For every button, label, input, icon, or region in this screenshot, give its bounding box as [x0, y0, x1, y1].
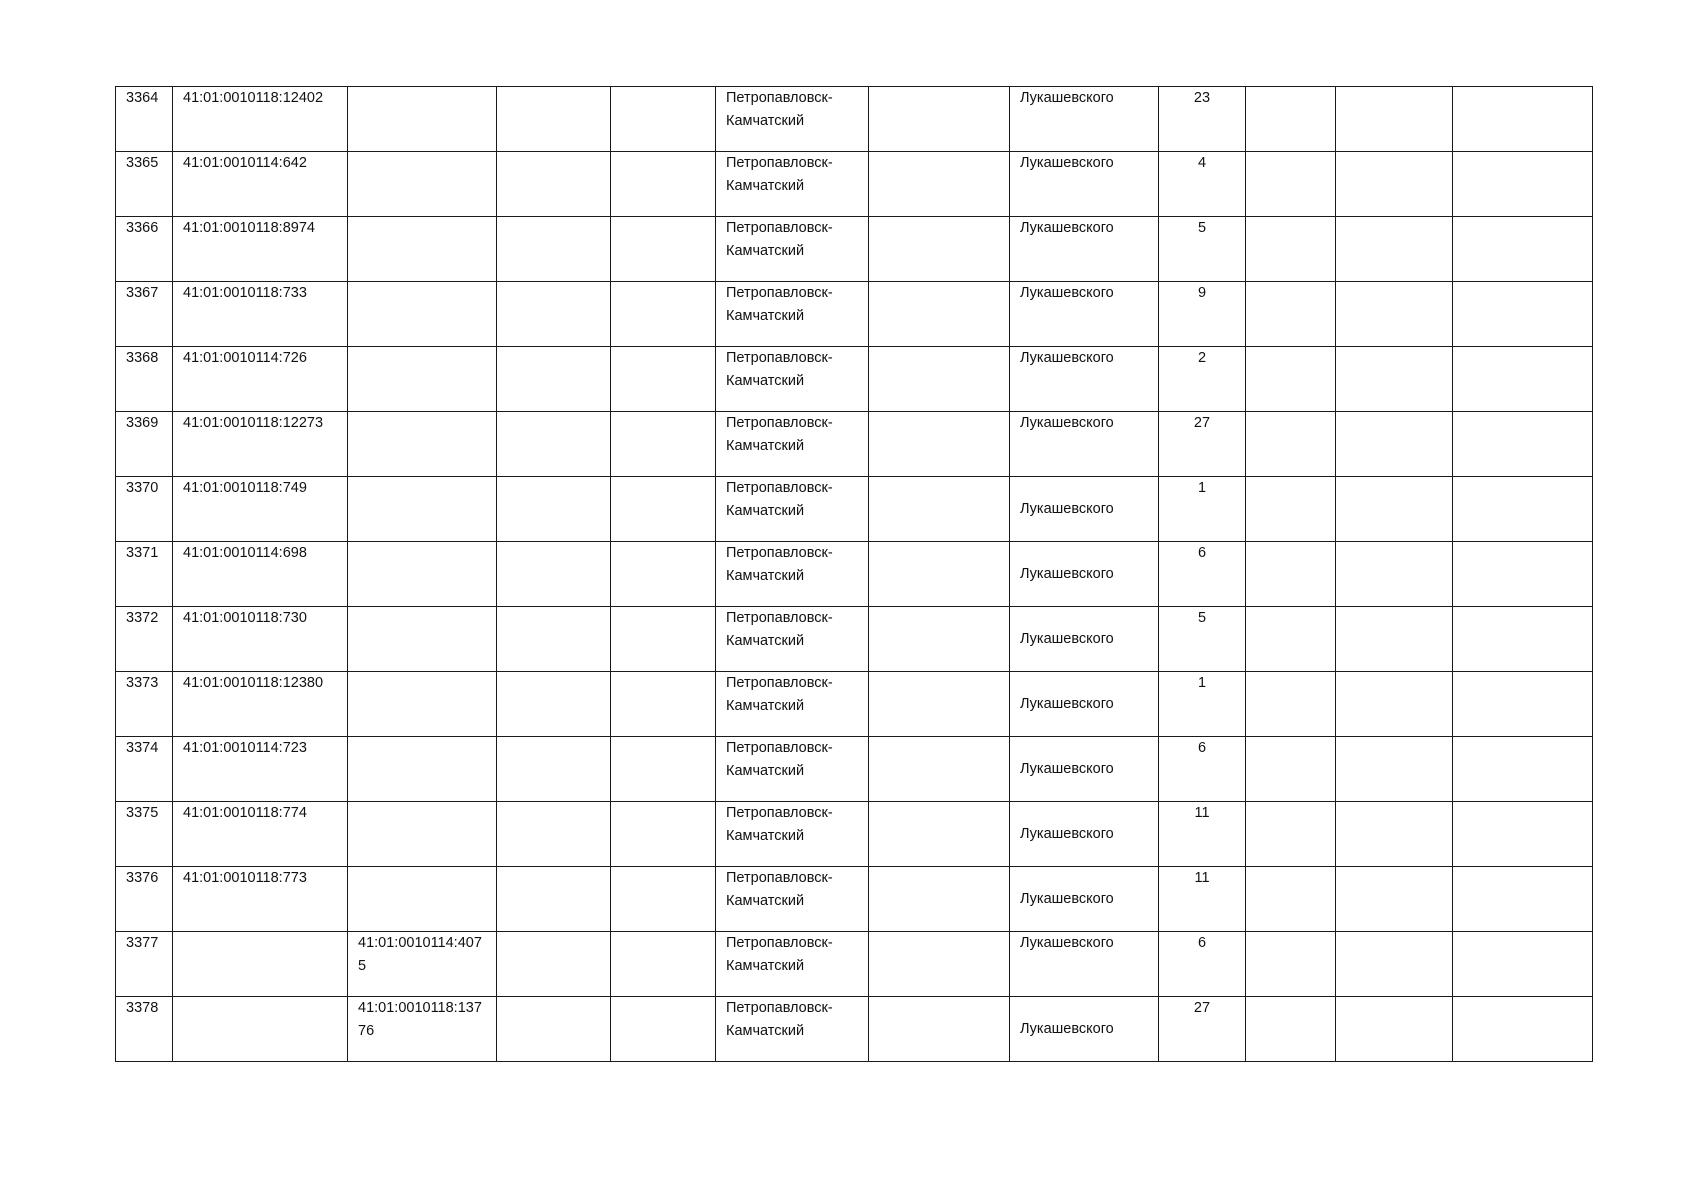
table-row [116, 607, 1593, 672]
empty-cell [497, 477, 611, 542]
empty-cell [1246, 542, 1336, 607]
empty-cell [1336, 867, 1453, 932]
house-number-cell [1159, 932, 1246, 997]
empty-cell [869, 737, 1010, 802]
cadastral-number-alt-cell [348, 867, 497, 932]
cadastral-number-cell-text: 41:01:0010114:726 [183, 350, 307, 366]
table-row [116, 997, 1593, 1062]
empty-cell [1336, 737, 1453, 802]
empty-cell [1246, 217, 1336, 282]
empty-cell [611, 867, 716, 932]
empty-cell [611, 412, 716, 477]
cadastral-number-alt-cell-text: 41:01:0010114:4075 [358, 935, 482, 974]
empty-cell [1453, 737, 1593, 802]
empty-cell [1453, 932, 1593, 997]
empty-cell [869, 282, 1010, 347]
street-cell [1010, 347, 1159, 412]
street-cell-text: Лукашевского [1020, 825, 1114, 842]
row-number-cell-text: 3370 [126, 480, 159, 496]
cadastral-number-cell-text: 41:01:0010118:12273 [183, 415, 324, 431]
cadastral-number-alt-cell [348, 87, 497, 152]
city-cell [716, 672, 869, 737]
city-cell [716, 932, 869, 997]
house-number-cell [1159, 87, 1246, 152]
row-number-cell-text: 3374 [126, 740, 159, 756]
row-number-cell-text: 3371 [126, 545, 159, 561]
city-cell-text: Петропавловск-Камчатский [726, 1000, 833, 1039]
house-number-cell [1159, 412, 1246, 477]
street-cell-text: Лукашевского [1020, 500, 1114, 517]
street-cell [1010, 217, 1159, 282]
city-cell-text: Петропавловск-Камчатский [726, 415, 833, 454]
city-cell-text: Петропавловск-Камчатский [726, 350, 833, 389]
city-cell [716, 152, 869, 217]
city-cell-text: Петропавловск-Камчатский [726, 675, 833, 714]
row-number-cell [116, 412, 173, 477]
empty-cell [869, 412, 1010, 477]
house-number-cell-text: 2 [1197, 350, 1207, 366]
empty-cell [497, 737, 611, 802]
empty-cell [1246, 737, 1336, 802]
street-cell-text: Лукашевского [1020, 220, 1114, 236]
table-row [116, 217, 1593, 282]
street-cell [1010, 607, 1159, 672]
cadastral-number-cell [173, 672, 348, 737]
city-cell [716, 412, 869, 477]
empty-cell [1336, 932, 1453, 997]
house-number-cell-text: 11 [1194, 805, 1210, 821]
empty-cell [1453, 152, 1593, 217]
empty-cell [497, 87, 611, 152]
empty-cell [869, 607, 1010, 672]
city-cell [716, 542, 869, 607]
empty-cell [497, 542, 611, 607]
cadastral-number-cell-text: 41:01:0010118:773 [183, 870, 307, 886]
empty-cell [1336, 607, 1453, 672]
empty-cell [1453, 997, 1593, 1062]
empty-cell [497, 347, 611, 412]
empty-cell [497, 802, 611, 867]
house-number-cell [1159, 607, 1246, 672]
city-cell [716, 87, 869, 152]
house-number-cell [1159, 282, 1246, 347]
empty-cell [1453, 217, 1593, 282]
cadastral-number-cell-text: 41:01:0010118:12380 [183, 675, 324, 691]
house-number-cell-text: 27 [1193, 415, 1211, 431]
empty-cell [1453, 867, 1593, 932]
cadastral-number-cell-text: 41:01:0010114:698 [183, 545, 307, 561]
empty-cell [611, 217, 716, 282]
street-cell [1010, 672, 1159, 737]
row-number-cell-text: 3366 [126, 220, 159, 236]
house-number-cell [1159, 802, 1246, 867]
empty-cell [1453, 477, 1593, 542]
street-cell-text: Лукашевского [1020, 695, 1114, 712]
empty-cell [1246, 412, 1336, 477]
city-cell [716, 802, 869, 867]
house-number-cell-text: 27 [1193, 1000, 1211, 1016]
street-cell-text: Лукашевского [1020, 630, 1114, 647]
cadastral-number-alt-cell [348, 477, 497, 542]
house-number-cell-text: 1 [1197, 675, 1207, 691]
street-cell [1010, 477, 1159, 542]
empty-cell [497, 997, 611, 1062]
row-number-cell [116, 932, 173, 997]
empty-cell [497, 932, 611, 997]
row-number-cell [116, 607, 173, 672]
table-row [116, 412, 1593, 477]
house-number-cell-text: 4 [1197, 155, 1207, 171]
cadastral-number-alt-cell [348, 997, 497, 1062]
table-row [116, 542, 1593, 607]
house-number-cell [1159, 737, 1246, 802]
cadastral-number-alt-cell [348, 347, 497, 412]
empty-cell [1336, 217, 1453, 282]
empty-cell [869, 802, 1010, 867]
cadastral-number-alt-cell [348, 802, 497, 867]
table-row [116, 347, 1593, 412]
empty-cell [611, 672, 716, 737]
row-number-cell-text: 3365 [126, 155, 159, 171]
cadastral-number-cell-text: 41:01:0010118:774 [183, 805, 307, 821]
street-cell [1010, 282, 1159, 347]
empty-cell [869, 932, 1010, 997]
empty-cell [1453, 282, 1593, 347]
table-row [116, 932, 1593, 997]
house-number-cell [1159, 997, 1246, 1062]
row-number-cell-text: 3373 [126, 675, 159, 691]
empty-cell [869, 997, 1010, 1062]
house-number-cell-text: 6 [1197, 935, 1207, 951]
row-number-cell [116, 737, 173, 802]
cadastral-number-cell-text: 41:01:0010114:642 [183, 155, 307, 171]
row-number-cell [116, 87, 173, 152]
empty-cell [1246, 802, 1336, 867]
street-cell-text: Лукашевского [1020, 935, 1114, 951]
empty-cell [1246, 87, 1336, 152]
street-cell-text: Лукашевского [1020, 155, 1114, 171]
empty-cell [1453, 802, 1593, 867]
street-cell-text: Лукашевского [1020, 1020, 1114, 1037]
cadastral-number-alt-cell [348, 412, 497, 477]
table-row [116, 477, 1593, 542]
empty-cell [497, 282, 611, 347]
row-number-cell [116, 282, 173, 347]
empty-cell [1453, 607, 1593, 672]
empty-cell [869, 152, 1010, 217]
empty-cell [1246, 607, 1336, 672]
empty-cell [1246, 152, 1336, 217]
empty-cell [1246, 477, 1336, 542]
city-cell-text: Петропавловск-Камчатский [726, 870, 833, 909]
cadastral-number-cell-text: 41:01:0010118:733 [183, 285, 307, 301]
empty-cell [611, 347, 716, 412]
street-cell-text: Лукашевского [1020, 350, 1114, 366]
street-cell-text: Лукашевского [1020, 90, 1114, 106]
empty-cell [611, 607, 716, 672]
empty-cell [1336, 87, 1453, 152]
street-cell-text: Лукашевского [1020, 890, 1114, 907]
house-number-cell [1159, 867, 1246, 932]
empty-cell [1246, 932, 1336, 997]
cadastral-number-alt-cell-text: 41:01:0010118:13776 [358, 1000, 482, 1039]
row-number-cell-text: 3367 [126, 285, 159, 301]
cadastral-number-cell-text: 41:01:0010118:8974 [183, 220, 315, 236]
empty-cell [869, 217, 1010, 282]
cadastral-number-cell [173, 802, 348, 867]
city-cell-text: Петропавловск-Камчатский [726, 740, 833, 779]
house-number-cell [1159, 347, 1246, 412]
cadastral-number-cell [173, 997, 348, 1062]
street-cell [1010, 87, 1159, 152]
empty-cell [1453, 347, 1593, 412]
row-number-cell [116, 672, 173, 737]
table-row [116, 152, 1593, 217]
empty-cell [497, 217, 611, 282]
empty-cell [869, 87, 1010, 152]
street-cell-text: Лукашевского [1020, 565, 1114, 582]
house-number-cell [1159, 542, 1246, 607]
empty-cell [611, 542, 716, 607]
empty-cell [611, 737, 716, 802]
city-cell [716, 282, 869, 347]
cadastral-number-cell [173, 347, 348, 412]
empty-cell [1336, 412, 1453, 477]
house-number-cell [1159, 672, 1246, 737]
cadastral-number-cell-text: 41:01:0010114:723 [183, 740, 307, 756]
table-row [116, 672, 1593, 737]
table-row [116, 87, 1593, 152]
city-cell-text: Петропавловск-Камчатский [726, 155, 833, 194]
row-number-cell-text: 3369 [126, 415, 159, 431]
cadastral-number-alt-cell [348, 217, 497, 282]
empty-cell [1246, 282, 1336, 347]
cadastral-number-alt-cell [348, 672, 497, 737]
empty-cell [1246, 867, 1336, 932]
city-cell [716, 737, 869, 802]
street-cell-text: Лукашевского [1020, 415, 1114, 431]
cadastral-number-cell [173, 477, 348, 542]
cadastral-number-alt-cell [348, 932, 497, 997]
street-cell [1010, 737, 1159, 802]
city-cell-text: Петропавловск-Камчатский [726, 935, 833, 974]
city-cell [716, 347, 869, 412]
row-number-cell [116, 867, 173, 932]
city-cell [716, 997, 869, 1062]
house-number-cell-text: 5 [1197, 610, 1207, 626]
empty-cell [1336, 672, 1453, 737]
row-number-cell-text: 3375 [126, 805, 159, 821]
city-cell-text: Петропавловск-Камчатский [726, 480, 833, 519]
house-number-cell-text: 6 [1197, 740, 1207, 756]
empty-cell [869, 477, 1010, 542]
empty-cell [497, 607, 611, 672]
cadastral-number-alt-cell [348, 282, 497, 347]
row-number-cell-text: 3364 [126, 90, 159, 106]
cadastral-number-cell [173, 932, 348, 997]
registry-table [115, 86, 1593, 1062]
empty-cell [1453, 87, 1593, 152]
city-cell [716, 867, 869, 932]
street-cell [1010, 867, 1159, 932]
empty-cell [1336, 152, 1453, 217]
cadastral-number-cell [173, 867, 348, 932]
row-number-cell-text: 3376 [126, 870, 159, 886]
empty-cell [497, 152, 611, 217]
cadastral-number-alt-cell [348, 737, 497, 802]
empty-cell [1246, 672, 1336, 737]
table-row [116, 737, 1593, 802]
street-cell [1010, 542, 1159, 607]
empty-cell [497, 867, 611, 932]
house-number-cell-text: 9 [1197, 285, 1207, 301]
empty-cell [1453, 412, 1593, 477]
house-number-cell-text: 6 [1197, 545, 1207, 561]
house-number-cell [1159, 477, 1246, 542]
empty-cell [869, 542, 1010, 607]
row-number-cell [116, 802, 173, 867]
empty-cell [611, 152, 716, 217]
city-cell [716, 477, 869, 542]
cadastral-number-cell-text: 41:01:0010118:12402 [183, 90, 324, 106]
cadastral-number-cell [173, 737, 348, 802]
row-number-cell-text: 3372 [126, 610, 159, 626]
city-cell [716, 607, 869, 672]
house-number-cell [1159, 217, 1246, 282]
empty-cell [1246, 347, 1336, 412]
empty-cell [1336, 542, 1453, 607]
empty-cell [1336, 282, 1453, 347]
street-cell [1010, 412, 1159, 477]
city-cell-text: Петропавловск-Камчатский [726, 285, 833, 324]
row-number-cell [116, 347, 173, 412]
cadastral-number-cell-text: 41:01:0010118:749 [183, 480, 307, 496]
cadastral-number-alt-cell [348, 152, 497, 217]
cadastral-number-cell [173, 412, 348, 477]
empty-cell [1336, 802, 1453, 867]
street-cell [1010, 932, 1159, 997]
table-row [116, 802, 1593, 867]
row-number-cell [116, 997, 173, 1062]
table-row [116, 282, 1593, 347]
street-cell-text: Лукашевского [1020, 285, 1114, 301]
empty-cell [869, 672, 1010, 737]
empty-cell [1453, 672, 1593, 737]
empty-cell [1336, 997, 1453, 1062]
empty-cell [1246, 997, 1336, 1062]
house-number-cell [1159, 152, 1246, 217]
cadastral-number-cell [173, 542, 348, 607]
empty-cell [611, 932, 716, 997]
city-cell [716, 217, 869, 282]
empty-cell [611, 997, 716, 1062]
empty-cell [1453, 542, 1593, 607]
row-number-cell-text: 3368 [126, 350, 159, 366]
empty-cell [611, 87, 716, 152]
row-number-cell [116, 542, 173, 607]
row-number-cell-text: 3378 [126, 1000, 159, 1016]
empty-cell [869, 347, 1010, 412]
empty-cell [497, 672, 611, 737]
empty-cell [869, 867, 1010, 932]
cadastral-number-cell-text: 41:01:0010118:730 [183, 610, 307, 626]
city-cell-text: Петропавловск-Камчатский [726, 220, 833, 259]
city-cell-text: Петропавловск-Камчатский [726, 90, 833, 129]
cadastral-number-cell [173, 152, 348, 217]
row-number-cell-text: 3377 [126, 935, 159, 951]
house-number-cell-text: 23 [1193, 90, 1211, 106]
empty-cell [611, 802, 716, 867]
house-number-cell-text: 11 [1194, 870, 1210, 886]
cadastral-number-alt-cell [348, 607, 497, 672]
cadastral-number-cell [173, 87, 348, 152]
row-number-cell [116, 217, 173, 282]
empty-cell [1336, 477, 1453, 542]
house-number-cell-text: 5 [1197, 220, 1207, 236]
empty-cell [611, 282, 716, 347]
cadastral-number-alt-cell [348, 542, 497, 607]
row-number-cell [116, 152, 173, 217]
empty-cell [611, 477, 716, 542]
cadastral-number-cell [173, 282, 348, 347]
cadastral-number-cell [173, 607, 348, 672]
city-cell-text: Петропавловск-Камчатский [726, 610, 833, 649]
house-number-cell-text: 1 [1197, 480, 1207, 496]
city-cell-text: Петропавловск-Камчатский [726, 805, 833, 844]
empty-cell [497, 412, 611, 477]
street-cell [1010, 152, 1159, 217]
cadastral-number-cell [173, 217, 348, 282]
empty-cell [1336, 347, 1453, 412]
row-number-cell [116, 477, 173, 542]
city-cell-text: Петропавловск-Камчатский [726, 545, 833, 584]
street-cell-text: Лукашевского [1020, 760, 1114, 777]
table-row [116, 867, 1593, 932]
street-cell [1010, 997, 1159, 1062]
street-cell [1010, 802, 1159, 867]
